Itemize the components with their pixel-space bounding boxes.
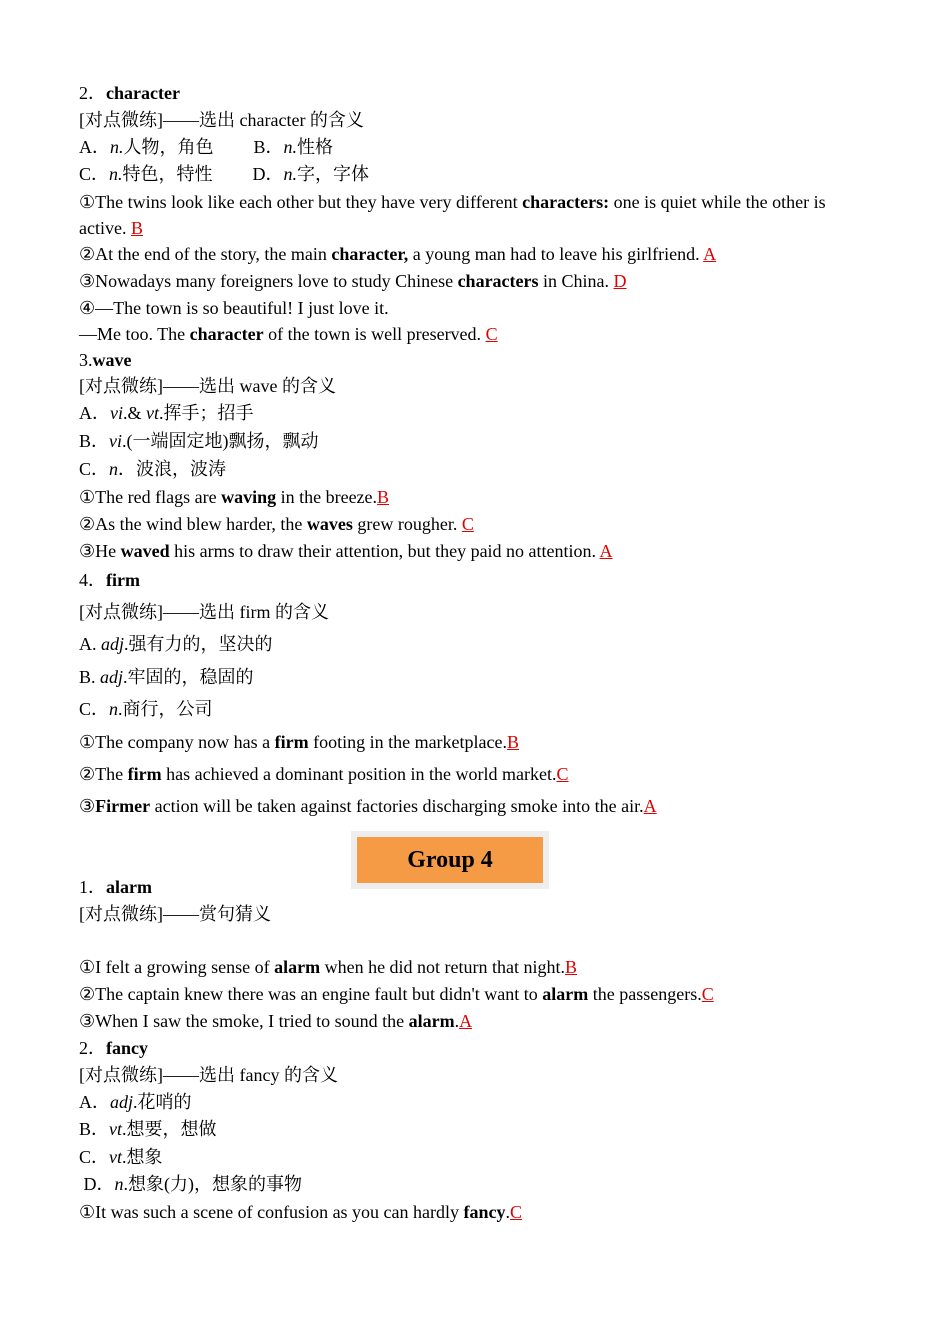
example-sentence-4-line1: ④—The town is so beautiful! I just love it.	[79, 298, 389, 318]
option-d: D．n.字，字体	[252, 164, 370, 184]
keyword: fancy	[463, 1202, 506, 1222]
keyword: characters:	[522, 192, 610, 212]
keyword: character,	[331, 244, 409, 264]
answer-mark: D	[613, 271, 627, 291]
group-title: Group 4	[357, 837, 543, 883]
option-b: B．n.性格	[253, 137, 334, 157]
answer-mark: B	[130, 218, 143, 238]
word-heading-alarm	[79, 875, 152, 899]
keyword: waves	[306, 514, 353, 534]
keyword: alarm	[274, 957, 321, 977]
answer-mark: B	[377, 487, 390, 507]
example-sentence-2: ②The captain knew there was an engine fault but didn't want to alarm the passengers.C	[79, 984, 714, 1004]
prompt-text: ——选出 character 的含义	[163, 110, 364, 130]
answer-mark: C	[701, 984, 714, 1004]
example-sentence-2: ②The firm has achieved a dominant position in the world market.C	[79, 764, 569, 784]
option-d: D．n.想象(力)，想象的事物	[79, 1174, 302, 1194]
example-sentence-1: ①I felt a growing sense of alarm when he did not return that night.B	[79, 957, 578, 977]
heading-number: 2．	[79, 1038, 106, 1058]
keyword: character	[189, 324, 264, 344]
option-a: A. adj.强有力的，坚决的	[79, 634, 273, 654]
answer-mark: A	[459, 1011, 473, 1031]
answer-mark: B	[565, 957, 578, 977]
prompt-tag: [对点微练]	[79, 110, 163, 130]
option-b: B．vi.(一端固定地)飘扬，飘动	[79, 431, 319, 451]
exercise-prompt: [对点微练]——选出 fancy 的含义	[79, 1065, 338, 1085]
example-sentence-2: ②As the wind blew harder, the waves grew rougher. C	[79, 514, 474, 534]
example-sentence-1: ①The company now has a firm footing in the marketplace.B	[79, 732, 520, 752]
example-sentence-1: ①The red flags are waving in the breeze.B	[79, 487, 390, 507]
heading-number: 1．	[79, 877, 106, 897]
heading-number: 4．	[79, 570, 106, 590]
options-row-cd	[79, 162, 369, 186]
exercise-prompt	[79, 108, 364, 132]
answer-mark: B	[507, 732, 520, 752]
option-c: C．vt.想象	[79, 1147, 163, 1167]
example-sentence-3: ③When I saw the smoke, I tried to sound the alarm.A	[79, 1011, 473, 1031]
keyword: firm	[274, 732, 309, 752]
answer-mark: C	[485, 324, 498, 344]
example-sentence-4-line2: —Me too. The character of the town is well preserved. C	[79, 324, 498, 344]
example-sentence-3: ③He waved his arms to draw their attention, but they paid no attention. A	[79, 541, 613, 561]
option-a: A．vi.& vt.挥手；招手	[79, 403, 254, 423]
answer-mark: C	[461, 514, 474, 534]
keyword: Firmer	[95, 796, 151, 816]
exercise-prompt: [对点微练]——选出 wave 的含义	[79, 376, 336, 396]
option-a: A．n.人物，角色	[79, 137, 214, 157]
keyword: alarm	[408, 1011, 455, 1031]
word-heading-character	[79, 81, 180, 105]
option-c: C．n．波浪，波涛	[79, 459, 227, 479]
heading-word: character	[106, 83, 180, 103]
exercise-prompt: [对点微练]——选出 firm 的含义	[79, 602, 329, 622]
heading-word: firm	[106, 570, 140, 590]
answer-mark: C	[556, 764, 569, 784]
word-heading-fancy	[79, 1036, 148, 1060]
answer-mark: A	[703, 244, 717, 264]
answer-mark: C	[510, 1202, 523, 1222]
heading-word: alarm	[106, 877, 152, 897]
keyword: characters	[457, 271, 539, 291]
example-sentence-3: ③Firmer action will be taken against factories discharging smoke into the air.A	[79, 796, 657, 816]
keyword: alarm	[542, 984, 589, 1004]
example-sentence-2: ②At the end of the story, the main character, a young man had to leave his girlfriend. A	[79, 244, 717, 264]
example-sentence-1: ①It was such a scene of confusion as you can hardly fancy.C	[79, 1202, 523, 1222]
word-heading-firm	[79, 568, 140, 592]
word-heading-wave	[79, 348, 132, 372]
heading-number: 2．	[79, 83, 106, 103]
keyword: waving	[221, 487, 277, 507]
option-c: C．n.商行，公司	[79, 699, 213, 719]
answer-mark: A	[643, 796, 657, 816]
exercise-prompt: [对点微练]——赏句猜义	[79, 904, 271, 924]
heading-word: wave	[92, 350, 132, 370]
answer-mark: A	[599, 541, 613, 561]
heading-word: fancy	[106, 1038, 148, 1058]
keyword: firm	[127, 764, 162, 784]
option-a: A．adj.花哨的	[79, 1092, 192, 1112]
heading-number: 3.	[79, 350, 93, 370]
option-c: C．n.特色，特性	[79, 164, 213, 184]
keyword: waved	[120, 541, 170, 561]
group-banner	[351, 831, 549, 889]
option-b: B．vt.想要，想做	[79, 1119, 217, 1139]
example-sentence-1: ①The twins look like each other but they have very different characters: one is quiet while the other is active. B	[79, 192, 826, 238]
option-b: B. adj.牢固的，稳固的	[79, 667, 254, 687]
example-sentence-3: ③Nowadays many foreigners love to study Chinese characters in China. D	[79, 271, 627, 291]
options-row-ab	[79, 135, 333, 159]
